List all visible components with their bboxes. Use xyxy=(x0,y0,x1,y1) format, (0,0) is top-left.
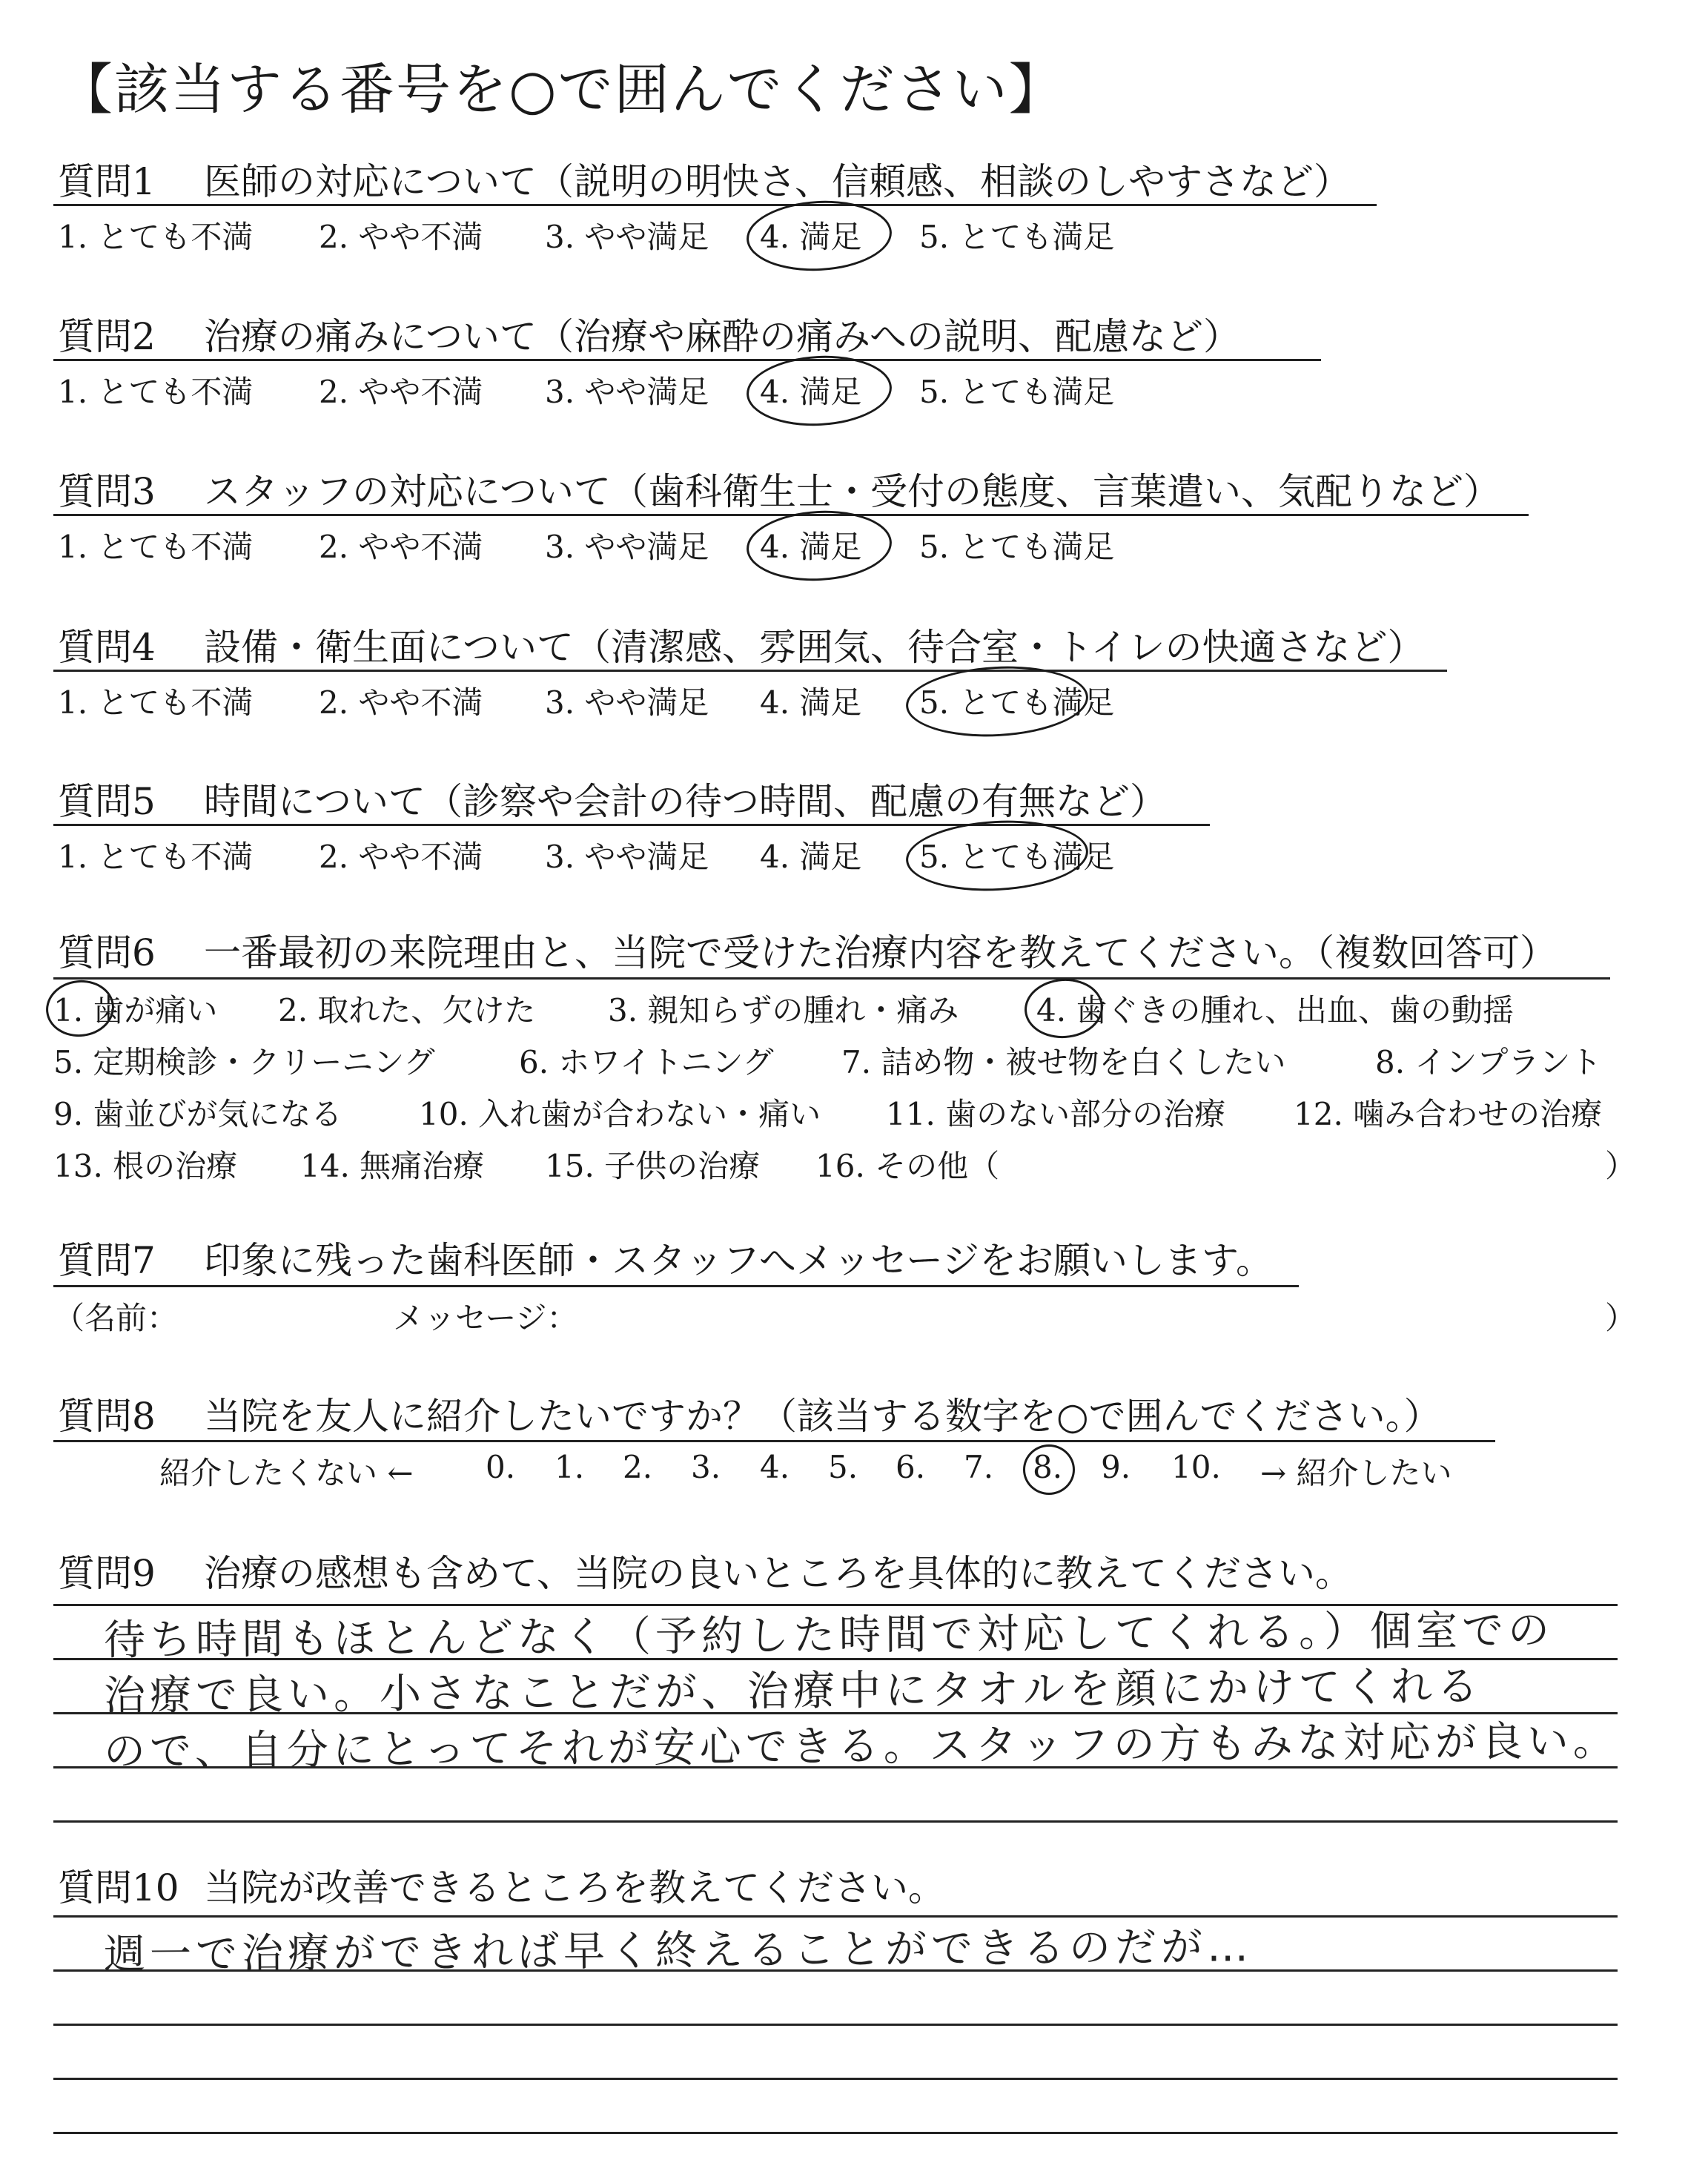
q9-text: 治療の感想も含めて、当院の良いところを具体的に教えてください。 xyxy=(204,1552,1352,1595)
q9-label: 質問9 xyxy=(58,1552,156,1595)
q6-option-15[interactable]: 15. 子供の治療 xyxy=(545,1148,761,1184)
q1-underline xyxy=(53,204,1377,206)
q6-underline xyxy=(53,977,1610,980)
q9-rule-5 xyxy=(53,1820,1618,1823)
q8-scale-10[interactable]: 10. xyxy=(1171,1449,1221,1485)
q5-text: 時間について（診察や会計の待つ時間、配慮の有無など） xyxy=(204,780,1167,823)
q3-option-4[interactable]: 4. 満足 xyxy=(760,529,862,565)
q10-label: 質問10 xyxy=(58,1866,179,1909)
q4-selected-circle xyxy=(904,662,1090,742)
q6-option-14[interactable]: 14. 無痛治療 xyxy=(300,1148,485,1184)
q6-option-6[interactable]: 6. ホワイトニング xyxy=(519,1044,774,1080)
q6-option-5[interactable]: 5. 定期検診・クリーニング xyxy=(53,1044,435,1080)
q8-scale-4[interactable]: 4. xyxy=(760,1449,790,1485)
q7-close-paren: ） xyxy=(1605,1300,1637,1336)
q2-option-3[interactable]: 3. やや満足 xyxy=(545,374,709,410)
q6-option-12[interactable]: 12. 噛み合わせの治療 xyxy=(1294,1096,1603,1132)
q7-label: 質問7 xyxy=(58,1239,156,1282)
q6-option-2[interactable]: 2. 取れた、欠けた xyxy=(278,992,536,1028)
q4-underline xyxy=(53,670,1447,672)
q6-option-3[interactable]: 3. 親知らずの腫れ・痛み xyxy=(608,992,959,1028)
q6-option-16-close: ） xyxy=(1605,1148,1637,1184)
q1-label: 質問1 xyxy=(58,160,156,203)
q8-label: 質問8 xyxy=(58,1395,156,1438)
q4-option-3[interactable]: 3. やや満足 xyxy=(545,684,709,721)
q5-selected-circle xyxy=(904,816,1090,896)
q6-option-8[interactable]: 8. インプラント xyxy=(1375,1044,1602,1080)
q3-text: スタッフの対応について（歯科衛生士・受付の態度、言葉遣い、気配りなど） xyxy=(204,470,1500,513)
q5-label: 質問5 xyxy=(58,780,156,823)
q2-option-2[interactable]: 2. やや不満 xyxy=(319,374,483,410)
q8-scale-9[interactable]: 9. xyxy=(1101,1449,1131,1485)
q1-option-4[interactable]: 4. 満足 xyxy=(760,219,862,255)
q3-option-3[interactable]: 3. やや満足 xyxy=(545,529,709,565)
q3-option-1[interactable]: 1. とても不満 xyxy=(58,529,254,565)
q5-option-2[interactable]: 2. やや不満 xyxy=(319,839,483,875)
q4-option-4[interactable]: 4. 満足 xyxy=(760,684,862,721)
q4-option-1[interactable]: 1. とても不満 xyxy=(58,684,254,721)
q1-option-2[interactable]: 2. やや不満 xyxy=(319,219,483,255)
q8-scale-7[interactable]: 7. xyxy=(964,1449,994,1485)
q7-message-label: メッセージ： xyxy=(393,1300,578,1336)
q8-scale-3[interactable]: 3. xyxy=(691,1449,721,1485)
q3-selected-circle xyxy=(745,507,894,584)
q1-selected-circle xyxy=(745,197,894,274)
q2-option-1[interactable]: 1. とても不満 xyxy=(58,374,254,410)
q8-text: 当院を友人に紹介したいですか？（該当する数字を○で囲んでください。） xyxy=(204,1395,1441,1438)
q5-option-4[interactable]: 4. 満足 xyxy=(760,839,862,875)
q4-option-2[interactable]: 2. やや不満 xyxy=(319,684,483,721)
q2-text: 治療の痛みについて（治療や麻酔の痛みへの説明、配慮など） xyxy=(204,315,1240,358)
q8-scale-1[interactable]: 1. xyxy=(555,1449,585,1485)
q8-scale-0[interactable]: 0. xyxy=(486,1449,516,1485)
q10-rule-4 xyxy=(53,2078,1618,2080)
q5-option-1[interactable]: 1. とても不満 xyxy=(58,839,254,875)
q9-answer-line-2: 治療で良い。小さなことだが、治療中にタオルを顔にかけてくれる xyxy=(103,1662,1483,1720)
q9-answer-line-3: ので、自分にとってそれが安心できる。スタッフの方もみな対応が良い。 xyxy=(103,1717,1619,1776)
q6-option-4[interactable]: 4. 歯ぐきの腫れ、出血、歯の動揺 xyxy=(1036,992,1514,1028)
q3-option-5[interactable]: 5. とても満足 xyxy=(919,529,1115,565)
q6-option-13[interactable]: 13. 根の治療 xyxy=(53,1148,238,1184)
q8-selected-circle xyxy=(1023,1444,1075,1495)
q7-text: 印象に残った歯科医師・スタッフへメッセージをお願いします。 xyxy=(204,1239,1273,1282)
q1-option-3[interactable]: 3. やや満足 xyxy=(545,219,709,255)
q6-option-1[interactable]: 1. 歯が痛い xyxy=(53,992,218,1028)
q1-option-5[interactable]: 5. とても満足 xyxy=(919,219,1115,255)
q6-option-9[interactable]: 9. 歯並びが気になる xyxy=(53,1096,342,1132)
q6-text: 一番最初の来院理由と、当院で受けた治療内容を教えてください。（複数回答可） xyxy=(204,931,1557,974)
q6-option-7[interactable]: 7. 詰め物・被せ物を白くしたい xyxy=(841,1044,1286,1080)
q6-option-11[interactable]: 11. 歯のない部分の治療 xyxy=(886,1096,1226,1132)
q10-rule-5 xyxy=(53,2132,1618,2134)
q4-option-5[interactable]: 5. とても満足 xyxy=(919,684,1115,721)
q1-text: 医師の対応について（説明の明快さ、信頼感、相談のしやすさなど） xyxy=(204,160,1351,203)
q8-left-label: 紹介したくない ← xyxy=(159,1455,414,1491)
page-title: 【該当する番号を○で囲んでください】 xyxy=(58,58,1065,122)
q3-option-2[interactable]: 2. やや不満 xyxy=(319,529,483,565)
q8-right-label: → 紹介したい xyxy=(1260,1455,1452,1491)
q2-option-5[interactable]: 5. とても満足 xyxy=(919,374,1115,410)
q10-answer-line-1: 週一で治療ができれば早く終えることができるのだが… xyxy=(103,1923,1254,1979)
q8-scale-2[interactable]: 2. xyxy=(623,1449,653,1485)
q6-option-10[interactable]: 10. 入れ歯が合わない・痛い xyxy=(419,1096,821,1132)
q8-scale-5[interactable]: 5. xyxy=(828,1449,858,1485)
q6-option-16[interactable]: 16. その他（ xyxy=(815,1148,1000,1184)
q4-text: 設備・衛生面について（清潔感、雰囲気、待合室・トイレの快適さなど） xyxy=(204,626,1425,669)
q2-selected-circle xyxy=(745,352,894,429)
q2-label: 質問2 xyxy=(58,315,156,358)
q2-option-4[interactable]: 4. 満足 xyxy=(760,374,862,410)
q2-underline xyxy=(53,359,1321,361)
q4-label: 質問4 xyxy=(58,626,156,669)
q8-scale-8[interactable]: 8. xyxy=(1033,1449,1063,1485)
q9-answer-line-1: 待ち時間もほとんどなく（予約した時間で対応してくれる。）個室での xyxy=(103,1606,1555,1665)
q1-option-1[interactable]: 1. とても不満 xyxy=(58,219,254,255)
q5-option-3[interactable]: 3. やや満足 xyxy=(545,839,709,875)
q6-label: 質問6 xyxy=(58,931,156,974)
q8-scale-6[interactable]: 6. xyxy=(896,1449,926,1485)
q10-text: 当院が改善できるところを教えてください。 xyxy=(204,1866,945,1909)
q10-rule-3 xyxy=(53,2024,1618,2026)
q7-underline xyxy=(53,1285,1299,1287)
q7-name-label: （名前： xyxy=(53,1300,179,1336)
q5-option-5[interactable]: 5. とても満足 xyxy=(919,839,1115,875)
q3-label: 質問3 xyxy=(58,470,156,513)
q8-underline xyxy=(53,1440,1495,1442)
